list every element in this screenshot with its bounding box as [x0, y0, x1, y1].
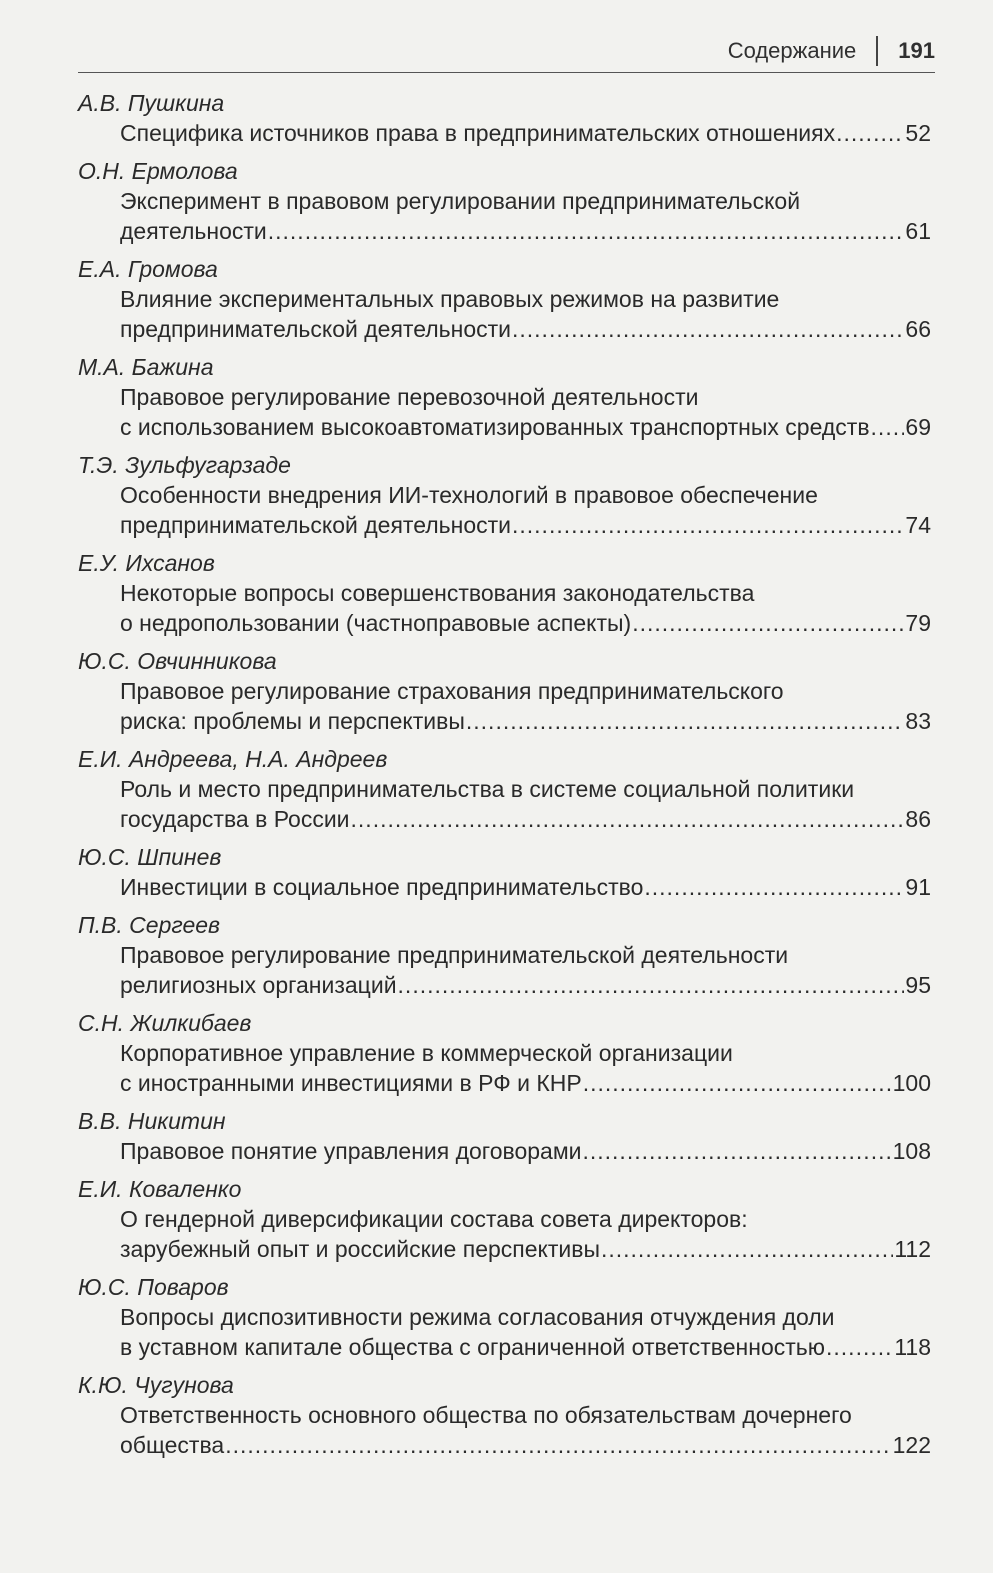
entry-leader-line [120, 510, 931, 540]
entry-page-number: 83 [905, 708, 931, 734]
entry-spacer [78, 148, 931, 156]
entry-title [120, 1136, 931, 1166]
entry-author: Ю.С. Шпинев [78, 844, 222, 870]
entry-leader-line [120, 872, 931, 902]
dot-leader [601, 1234, 893, 1264]
entry-leader-line [120, 608, 931, 638]
entry-leader-line [120, 1136, 931, 1166]
entry-page-number: 118 [894, 1334, 931, 1360]
entry-title-line: Правовое регулирование перевозочной деятельности [120, 384, 699, 410]
entry-title-line: предпринимательской деятельности [120, 316, 511, 342]
dot-leader [225, 1430, 891, 1460]
entry-author: Ю.С. Поваров [78, 1274, 229, 1300]
entry-title [120, 1400, 931, 1460]
entry-author: А.В. Пушкина [78, 90, 225, 116]
entry-spacer [78, 540, 931, 548]
entry-page-number: 69 [905, 414, 931, 440]
entry-page-number: 95 [905, 972, 931, 998]
entry-spacer [78, 1362, 931, 1370]
entry-author: Е.А. Громова [78, 256, 218, 282]
entry-spacer [78, 736, 931, 744]
entry-author: Е.И. Андреева, Н.А. Андреев [78, 746, 388, 772]
entry-title-line: Правовое регулирование предпринимательской деятельности [120, 942, 789, 968]
entry-title-line: в уставном капитале общества с ограниченной ответственностью [120, 1334, 826, 1360]
entry-spacer [78, 1166, 931, 1174]
entry-title-line: с использованием высокоавтоматизированных транспортных средств [120, 414, 870, 440]
entry-title-line: предпринимательской деятельности [120, 512, 511, 538]
entry-leader-line [120, 314, 931, 344]
toc-entry [78, 88, 931, 148]
dot-leader [826, 1332, 893, 1362]
toc-entry [78, 842, 931, 902]
dot-leader [398, 970, 905, 1000]
entry-leader-line [120, 118, 931, 148]
entry-author: О.Н. Ермолова [78, 158, 238, 184]
toc-entry [78, 352, 931, 442]
toc-entry [78, 1370, 931, 1460]
dot-leader [512, 314, 904, 344]
entry-title-line: Инвестиции в социальное предпринимательство [120, 874, 644, 900]
toc-entry [78, 1272, 931, 1362]
entry-page-number: 86 [905, 806, 931, 832]
entry-spacer [78, 902, 931, 910]
entry-leader-line [120, 706, 931, 736]
entry-page-number: 108 [892, 1138, 931, 1164]
dot-leader [351, 804, 905, 834]
entry-author: Е.У. Ихсанов [78, 550, 215, 576]
entry-page-number: 112 [894, 1236, 931, 1262]
entry-spacer [78, 442, 931, 450]
entry-title-line: О гендерной диверсификации состава совета директоров: [120, 1206, 748, 1232]
page-number: 191 [898, 38, 935, 63]
entry-title [120, 774, 931, 834]
running-header [728, 36, 935, 66]
entry-author: Ю.С. Овчинникова [78, 648, 277, 674]
section-title: Содержание [727, 38, 857, 63]
toc-entry [78, 1106, 931, 1166]
entry-author: Т.Э. Зульфугарзаде [78, 452, 291, 478]
entry-title-line: с иностранными инвестициями в РФ и КНР [120, 1070, 582, 1096]
entry-title-line: религиозных организаций [120, 972, 397, 998]
toc-entry [78, 548, 931, 638]
entry-title [120, 578, 931, 638]
entry-title-line: деятельности [120, 218, 267, 244]
entry-title-line: зарубежный опыт и российские перспективы [120, 1236, 600, 1262]
entry-title-line: Некоторые вопросы совершенствования законодательства [120, 580, 755, 606]
entry-leader-line [120, 412, 931, 442]
entry-title-line: государства в России [120, 806, 350, 832]
entry-author: М.А. Бажина [78, 354, 214, 380]
entry-title-line: Ответственность основного общества по обязательствам дочернего [120, 1402, 852, 1428]
header-rule [78, 72, 935, 73]
dot-leader [268, 216, 905, 246]
entry-title-line: Влияние экспериментальных правовых режимов на развитие [120, 286, 780, 312]
entry-title [120, 940, 931, 1000]
entry-leader-line [120, 1430, 931, 1460]
toc-entry [78, 1174, 931, 1264]
entry-page-number: 122 [892, 1432, 931, 1458]
entry-title-line: риска: проблемы и перспективы [120, 708, 465, 734]
entry-leader-line [120, 804, 931, 834]
entry-spacer [78, 1098, 931, 1106]
entry-leader-line [120, 216, 931, 246]
entry-leader-line [120, 1332, 931, 1362]
entry-title [120, 480, 931, 540]
entry-leader-line [120, 1234, 931, 1264]
entry-title [120, 1038, 931, 1098]
entry-title-line: Эксперимент в правовом регулировании предпринимательской [120, 188, 801, 214]
toc-entry [78, 910, 931, 1000]
entry-spacer [78, 246, 931, 254]
dot-leader [632, 608, 904, 638]
entry-page-number: 91 [905, 874, 931, 900]
toc-entry [78, 450, 931, 540]
entry-title-line: Правовое понятие управления договорами [120, 1138, 582, 1164]
entry-title [120, 382, 931, 442]
entry-page-number: 61 [905, 218, 931, 244]
entry-page-number: 74 [905, 512, 931, 538]
entry-page-number: 66 [905, 316, 931, 342]
entry-title-line: общества [120, 1432, 225, 1458]
entry-title [120, 118, 931, 148]
toc-entry [78, 156, 931, 246]
entry-spacer [78, 344, 931, 352]
entry-title-line: о недропользовании (частноправовые аспекты) [120, 610, 632, 636]
toc-entry [78, 646, 931, 736]
entry-title-line: Особенности внедрения ИИ-технологий в правовое обеспечение [120, 482, 818, 508]
entry-title-line: Роль и место предпринимательства в системе социальной политики [120, 776, 855, 802]
dot-leader [466, 706, 905, 736]
entry-spacer [78, 638, 931, 646]
dot-leader [512, 510, 904, 540]
entry-title [120, 284, 931, 344]
dot-leader [644, 872, 904, 902]
entry-title [120, 872, 931, 902]
entry-title-line: Корпоративное управление в коммерческой организации [120, 1040, 733, 1066]
entry-title-line: Вопросы диспозитивности режима согласования отчуждения доли [120, 1304, 835, 1330]
entry-author: К.Ю. Чугунова [78, 1372, 234, 1398]
entry-leader-line [120, 970, 931, 1000]
entry-author: С.Н. Жилкибаев [78, 1010, 252, 1036]
toc-entry [78, 744, 931, 834]
entry-title [120, 676, 931, 736]
entry-leader-line [120, 1068, 931, 1098]
dot-leader [582, 1136, 891, 1166]
entry-author: П.В. Сергеев [78, 912, 221, 938]
toc-entry [78, 254, 931, 344]
entry-title [120, 1302, 931, 1362]
entry-spacer [78, 1000, 931, 1008]
entry-page-number: 100 [892, 1070, 931, 1096]
entry-spacer [78, 1264, 931, 1272]
entry-page-number: 52 [905, 120, 931, 146]
entry-title-line: Правовое регулирование страхования предпринимательского [120, 678, 784, 704]
entry-title [120, 1204, 931, 1264]
entry-author: В.В. Никитин [78, 1108, 226, 1134]
toc-entry [78, 1008, 931, 1098]
dot-leader [836, 118, 904, 148]
entry-spacer [78, 834, 931, 842]
entry-title-line: Специфика источников права в предпринимательских отношениях [120, 120, 836, 146]
dot-leader [871, 412, 905, 442]
entry-page-number: 79 [905, 610, 931, 636]
dot-leader [583, 1068, 892, 1098]
entry-author: Е.И. Коваленко [78, 1176, 242, 1202]
entry-title [120, 186, 931, 246]
table-of-contents [78, 88, 931, 1460]
